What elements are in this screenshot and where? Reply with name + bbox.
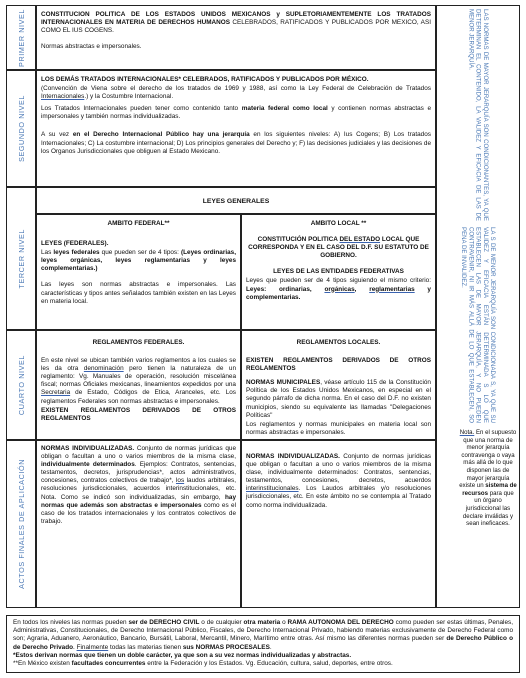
lf-d: (Leyes ordinarias, leyes orgánicas, leyes reglamentarias y leyes complementarias.) (41, 249, 236, 273)
footer-line-2: *Estos derivan normas que tienen un doble carácter, ya que son a su vez normas individualizadas y abstractas. (13, 651, 352, 659)
normas-municipales (246, 379, 431, 419)
cl-3: LOCAL QUE CORRESPONDA Y EN EL CASO DEL D.F. SU ESTATUTO DE GOBIERNO. (248, 236, 429, 260)
primer-note: Normas abstractas e impersonales. (41, 43, 142, 51)
p2-b: materia federal como local (241, 105, 328, 113)
nil-t: NORMAS INDIVIDUALIZADAS. (246, 453, 340, 460)
cuarto-nivel-text: CUARTO NIVEL (16, 354, 26, 416)
nif-a: Conjunto de normas jurídicas que obligan o facultan a uno o varios miembros de la misma clase, (41, 445, 236, 461)
side-top-note (442, 9, 514, 221)
side-mid-text: LA S DE MENOR JERARQUÍA SON CONDICIONADA S, YA QUE SU VALIDEZ Y EFICACIA ESTÁN DETERMINADA S LO QUE ESTABLECEN LAS DE MAYOR JERARQUÍA, Y NO PUEDEN CONTRAVENIR, NI IR MÁS ALLÁ DE LO QUE ESTABLECEN, SO PENA DE INVALIDEZ. (460, 227, 497, 423)
f-l: . (269, 643, 272, 651)
f-d: otra materia (243, 619, 281, 626)
f-e: o (280, 619, 288, 626)
nif-u: los (175, 477, 185, 485)
f-j: todas las materias tienen (108, 643, 183, 651)
footer-notes (6, 615, 520, 673)
cl-1: CONSTITUCIÓN POLITICA (257, 236, 340, 244)
f-b: ser de DERECHO CIVIL (128, 619, 200, 626)
f-a: En todos los niveles las normas pueden (13, 619, 129, 626)
segundo-p3 (41, 131, 431, 155)
nm-a: NORMAS MUNICIPALES (246, 379, 321, 387)
conv-a: (Convención de Viena sobre el derecho de los tratados de 1969 y 1988, así como la Ley Federal de Celebración de Tratados (41, 85, 431, 93)
reglamentos-derivados-loc: EXISTEN REGLAMENTOS DERIVADOS DE OTROS REGLAMENTOS (246, 357, 431, 373)
nif-b: individualmente determinados (41, 461, 135, 469)
nif-c: . Ejemplos: Contratos, sentencias, testamentos, decretos, jurisprudencias*, actos administrativos, concesiones, contratos colectivos de trabajo*, (41, 461, 236, 485)
ambito-local-header: AMBITO LOCAL ** (310, 220, 367, 227)
leyes-federales-title: LEYES (FEDERALES). (41, 240, 109, 248)
leyes-entidades-text (246, 277, 431, 301)
nil-u: interinstitucionales (246, 485, 299, 493)
f3-b: facultades concurrentes (71, 660, 146, 668)
le-u1: orgánicas (324, 285, 355, 293)
nif-d: laudos arbitrales, resoluciones jurisdiccionales, acuerdos interinstitucionales, etc. Nota. Como se indicó son individualizadas, sin embargo, (41, 477, 236, 501)
f-g: como pueden ser estas últimas, Penales, Administrativas, Constitucionales, de Derecho Internacional Público, Fiscales, de Derecho Internacional Privado, habiendo materias exclusivamente de Derecho Federal como son; Agraria, Aduanero, Aeronáutico, Bancario, Bursátil, Laboral, Mercantil, Minero, Marítimo entre otras. Así mismo las diferentes normas pueden ser (13, 619, 513, 643)
segundo-nivel-text: SEGUNDO NIVEL (16, 95, 26, 162)
nm-b: , véase artículo 115 de la Constitución Política de los Estados Unidos Mexicanos, en especial en el segundo párrafo de dicha norma. En el caso del D.F. no existen municipios, siendo su equivalente las llamadas "Delegaciones Políticas" (246, 379, 431, 419)
ni-loc-text (246, 453, 431, 510)
reglamentos-derivados-fed: EXISTEN REGLAMENTOS DERIVADOS DE OTROS REGLAMENTOS (41, 406, 236, 422)
reglamentos-locales-header: REGLAMENTOS LOCALES. (296, 339, 381, 346)
footer-line-1 (13, 619, 513, 652)
reglamentos-federales-cell (36, 330, 241, 440)
reglamentos-federales-header: REGLAMENTOS FEDERALES. (92, 339, 185, 346)
nota-b: sistema de recursos (462, 482, 517, 497)
f-h: de Derecho Público o de Derecho Privado (13, 635, 513, 651)
f-f: RAMA AUTONOMA DEL DERECHO (287, 619, 394, 626)
normas-municipales-nota: Los reglamentos y normas municipales en materia local son normas abstractas e impersonales. (246, 420, 431, 436)
ni-fed-text (41, 445, 236, 526)
nota-c: para que un órgano jurisdiccional las declare inválidas y sean ineficaces. (462, 489, 514, 528)
p2-c: y contienen normas abstractas e impersonales y también normas individualizadas. (41, 105, 431, 121)
reglamentos-locales-cell (241, 330, 436, 440)
le-d: y complementarias. (246, 285, 431, 301)
nil-b: . Los Laudos arbitrales y/o resoluciones jurisdiccionales, etc. En este ámbito no se contempla al Tratado como norma individualizada. (246, 485, 431, 509)
normas-individualizadas-loc (241, 440, 436, 608)
f3-c: entre la Federación y los Estados. Vg. Educación, cultura, salud, deportes, entre otros. (145, 660, 393, 668)
le-a: Leyes que pueden ser de 4 tipos siguiendo el mismo criterio: (246, 277, 431, 285)
rf-u: denominación (83, 365, 124, 373)
nota-label: Nota. (459, 429, 475, 436)
label-cuarto-nivel (6, 330, 36, 440)
p3-a: A su vez (41, 131, 73, 139)
p3-b: en el Derecho Internacional Público hay una jerarquía (72, 131, 250, 139)
leyes-federales-text (41, 249, 236, 273)
side-mid-note (442, 227, 514, 423)
reglamentos-federales-text (41, 357, 236, 406)
p3-c: en los siguientes niveles: A) Ius Cogens; B) Los tratados Internacionales; C) La costumbre internacional; D) Los principios generales del Derecho y; F) las decisiones judiciales y las decisiones de los Organos Jurisdiccionales que obliguen al Estado Mexicano. (41, 131, 431, 155)
primer-title-bold: CONSTITUCION POLITICA DE LOS ESTADOS UNIDOS MEXICANOS y SUPLETORIAMENTEMENTE LOS TRATADOS INTERNACIONALES EN MATERIA DE DERECHOS HUMANOS (41, 11, 431, 27)
side-top-text: LAS NORMAS DE MAYOR JERARQUÍA SON CONDICIONANTES, YA QUE DETERMINAN EL CONTENIDO, LA VALIDEZ Y EFICACIA DE LAS DE MENOR JERARQUÍA. (467, 9, 489, 221)
nota-recursos (458, 429, 518, 605)
label-actos-finales (6, 440, 36, 608)
f-u: Finalmente (76, 643, 109, 651)
nif-t: NORMAS INDIVIDUALIZADAS. (41, 445, 135, 452)
segundo-nivel-cell (36, 70, 436, 187)
rf-c: de Estado, Códigos de Etica, Aranceles, etc. Los reglamentos Federales son normas abstractas e impersonales. (41, 389, 236, 405)
leyes-entidades-title: LEYES DE LAS ENTIDADES FEDERATIVAS (273, 268, 404, 276)
le-u2: reglamentarias (369, 285, 415, 293)
ambito-local-cell (241, 214, 436, 330)
f-i: . (73, 643, 77, 651)
leyes-generales-header: LEYES GENERALES (36, 187, 436, 214)
f-k: sus NORMAS PROCESALES (182, 643, 270, 651)
rf-b: pero tienen la naturaleza de un reglamento: Vg. Manuales de operación, resolución miscelánea fiscal; normas Oficiales mexicanas, lineamientos expedidos por una (41, 365, 237, 389)
segundo-title: LOS DEMÁS TRATADOS INTERNACIONALES* CELEBRADOS, RATIFICADOS Y PUBLICADOS POR MÉXICO. (41, 76, 369, 83)
label-segundo-nivel (6, 70, 36, 187)
rf-a: En este nivel se ubican también varios reglamentos a los cuales se les da otra (41, 357, 236, 373)
lf-a: Las (41, 249, 54, 257)
tercer-nivel-text: TERCER NIVEL (16, 228, 26, 289)
conv-b: .) y la Costumbre Internacional. (84, 93, 174, 101)
nif-e: hay normas que además son abstractas e impersonales (41, 493, 236, 509)
le-c: , (354, 285, 370, 293)
segundo-p2 (41, 105, 431, 121)
conv-u: Internacionales (41, 93, 85, 101)
primer-nivel-cell (36, 5, 436, 70)
primer-nivel-text: PRIMER NIVEL (16, 8, 26, 67)
normas-individualizadas-fed (36, 440, 241, 608)
label-tercer-nivel (6, 187, 36, 330)
hierarchy-document (6, 5, 520, 673)
p2-a: Los Tratados Internacionales pueden tener como contenido tanto (41, 105, 242, 113)
nota-a: En el supuesto que una norma de menor jerarquía contravenga o vaya más allá de lo que disponen las de mayor jerarquía existe un (459, 429, 517, 490)
lf-c: que pueden ser de 4 tipos: (99, 249, 181, 257)
nil-a: Conjunto de normas jurídicas que obligan o facultan a uno o varios miembros de la misma clase, individualmente determinados: Contratos, sentencias, testamentos, concesiones, decretos, acuerdos (246, 453, 431, 485)
f-c: o de cualquier (199, 619, 244, 626)
footer-line-3 (13, 660, 513, 668)
ambito-federal-cell (36, 214, 241, 330)
nif-f: como es el caso de los tratados internacionales y los contratos colectivos de trabajo. (41, 501, 236, 525)
primer-title (41, 11, 431, 35)
label-primer-nivel (6, 5, 36, 70)
constitucion-local (246, 236, 431, 260)
f3-a: **En México existen (13, 660, 72, 668)
ambito-federal-header: AMBITO FEDERAL** (107, 220, 170, 227)
actos-finales-text: ACTOS FINALES DE APLICACIÓN (16, 459, 26, 589)
primer-title-rest: CELEBRADOS, RATIFICADOS Y PUBLICADOS POR MEXICO, ASI COMO EL IUS COGENS. (41, 19, 431, 35)
leyes-federales-p2: Las leyes son normas abstractas e impersonales. Las características y tipos antes señalados también existen en las Leyes en materia local. (41, 281, 236, 305)
cl-2: DEL ESTADO (339, 236, 381, 244)
segundo-convencion (41, 85, 431, 101)
rf-u2: Secretaria (41, 389, 71, 397)
le-b: Leyes: ordinarias, (246, 285, 325, 293)
lf-b: leyes federales (53, 249, 100, 257)
